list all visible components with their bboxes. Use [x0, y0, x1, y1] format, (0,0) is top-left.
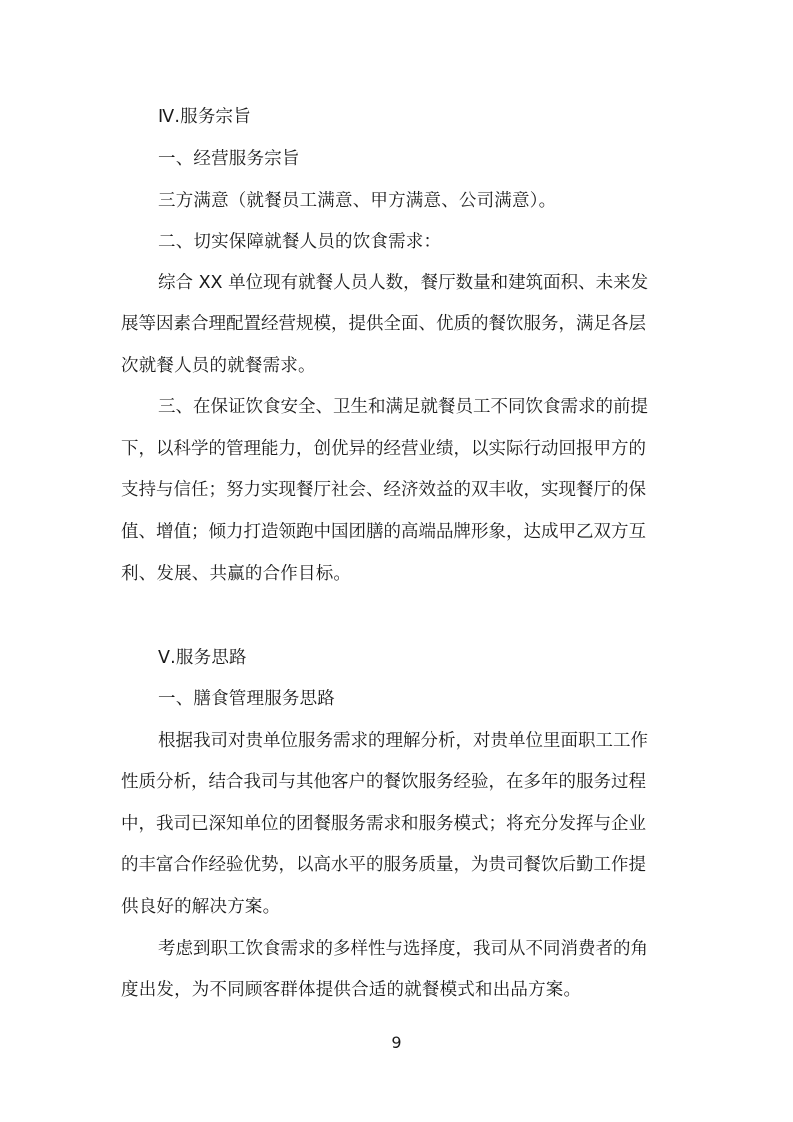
section-heading-service-purpose: Ⅳ.服务宗旨 — [158, 107, 251, 127]
paragraph-line: 三、在保证饮食安全、卫生和满足就餐员工不同饮食需求的前提 — [158, 397, 648, 417]
paragraph-line: 性质分析，结合我司与其他客户的餐饮服务经验，在多年的服务过程 — [121, 772, 646, 792]
paragraph-line: 中，我司已深知单位的团餐服务需求和服务模式；将充分发挥与企业 — [121, 814, 646, 834]
paragraph-line: 利、发展、共赢的合作目标。 — [121, 564, 352, 584]
paragraph-line: 供良好的解决方案。 — [121, 897, 281, 917]
paragraph-line: 综合 XX 单位现有就餐人员人数，餐厅数量和建筑面积、未来发 — [158, 273, 649, 293]
paragraph-line: 考虑到职工饮食需求的多样性与选择度，我司从不同消费者的角 — [158, 939, 648, 959]
subsection-title-meal-management: 一、膳食管理服务思路 — [158, 689, 335, 709]
paragraph-line: 展等因素合理配置经营规模，提供全面、优质的餐饮服务，满足各层 — [121, 314, 646, 334]
subsection-title-dining-needs: 二、切实保障就餐人员的饮食需求： — [158, 232, 442, 252]
paragraph-line: 值、增值；倾力打造领跑中国团膳的高端品牌形象，达成甲乙双方互 — [121, 522, 646, 542]
page-number: 9 — [391, 1033, 402, 1052]
paragraph-line: 下，以科学的管理能力，创优异的经营业绩，以实际行动回报甲方的 — [121, 439, 646, 459]
section-heading-service-approach: Ⅴ.服务思路 — [158, 648, 247, 668]
subsection-title-business-purpose: 一、经营服务宗旨 — [158, 149, 300, 169]
paragraph-line: 支持与信任；努力实现餐厅社会、经济效益的双丰收，实现餐厅的保 — [121, 480, 646, 500]
paragraph-line: 根据我司对贵单位服务需求的理解分析，对贵单位里面职工工作 — [158, 731, 648, 751]
paragraph-line: 度出发，为不同顾客群体提供合适的就餐模式和出品方案。 — [121, 980, 582, 1000]
paragraph-line: 的丰富合作经验优势，以高水平的服务质量，为贵司餐饮后勤工作提 — [121, 855, 646, 875]
paragraph-line: 三方满意（就餐员工满意、甲方满意、公司满意）。 — [158, 191, 557, 211]
paragraph-line: 次就餐人员的就餐需求。 — [121, 356, 316, 376]
